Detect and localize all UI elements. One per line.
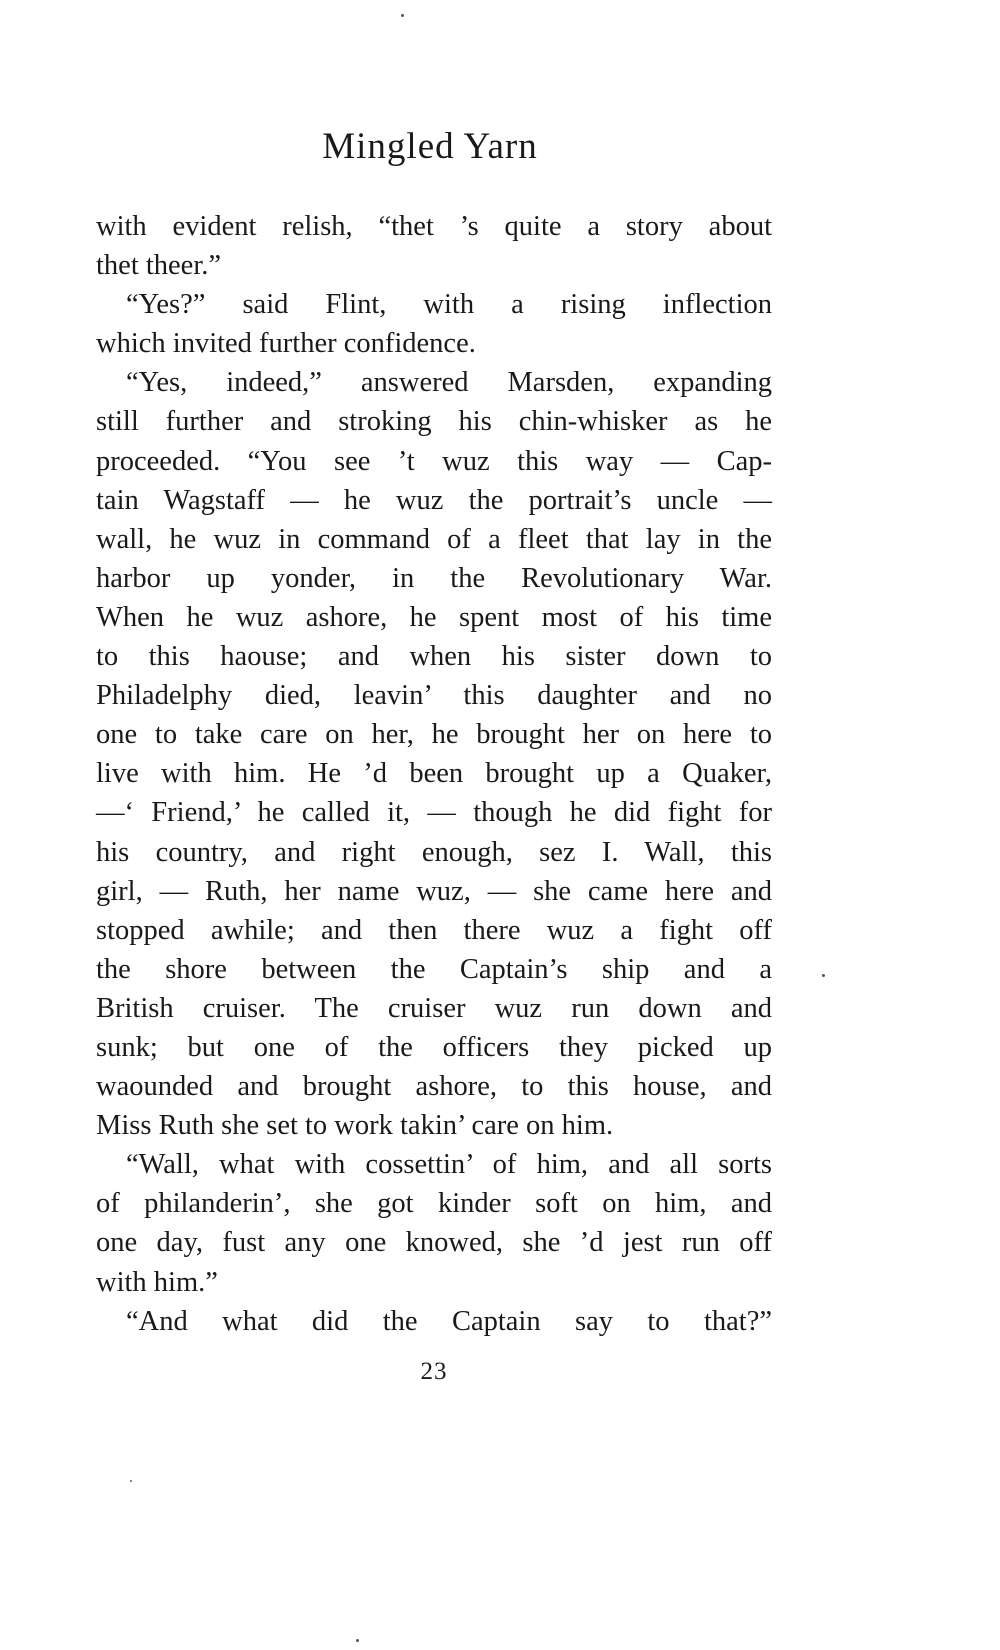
text-line: one to take care on her, he brought her on here to bbox=[96, 719, 772, 751]
page-number: 23 bbox=[420, 1358, 448, 1385]
text-line: —‘ Friend,’ he called it, — though he did fight for bbox=[96, 797, 772, 829]
text-line: live with him. He ’d been brought up a Quaker, bbox=[96, 758, 772, 790]
text-line: waounded and brought ashore, to this house, and bbox=[96, 1071, 772, 1103]
text-line: “And what did the Captain say to that?” bbox=[126, 1305, 772, 1337]
text-line: the shore between the Captain’s ship and a bbox=[96, 953, 772, 985]
text-line: British cruiser. The cruiser wuz run down and bbox=[96, 992, 772, 1024]
text-line: stopped awhile; and then there wuz a fight off bbox=[96, 914, 772, 946]
text-line: Philadelphy died, leavin’ this daughter and no bbox=[96, 680, 772, 712]
text-line: “Wall, what with cossettin’ of him, and all sorts bbox=[126, 1149, 772, 1181]
text-line: “Yes?” said Flint, with a rising inflection bbox=[126, 289, 772, 321]
scan-speck bbox=[130, 1480, 132, 1482]
text-line: one day, fust any one knowed, she ’d jest run off bbox=[96, 1227, 772, 1259]
scan-speck bbox=[822, 974, 825, 977]
text-line: his country, and right enough, sez I. Wall, this bbox=[96, 836, 772, 868]
text-line: with evident relish, “thet ’s quite a story about bbox=[96, 211, 772, 242]
text-line: Miss Ruth she set to work takin’ care on him. bbox=[96, 1110, 614, 1142]
text-line: to this haouse; and when his sister down to bbox=[96, 641, 772, 673]
scan-speck bbox=[356, 1639, 359, 1642]
text-line: of philanderin’, she got kinder soft on him, and bbox=[96, 1188, 772, 1220]
text-line: thet theer.” bbox=[96, 250, 222, 282]
text-line: wall, he wuz in command of a fleet that lay in the bbox=[96, 523, 772, 555]
scan-speck bbox=[401, 14, 404, 17]
text-line: girl, — Ruth, her name wuz, — she came here and bbox=[96, 875, 772, 907]
text-line: sunk; but one of the officers they picked up bbox=[96, 1031, 772, 1063]
body-text bbox=[96, 207, 772, 1341]
text-line: with him.” bbox=[96, 1266, 218, 1298]
text-line: which invited further confidence. bbox=[96, 328, 476, 360]
text-line: harbor up yonder, in the Revolutionary War. bbox=[96, 562, 772, 594]
text-line: tain Wagstaff — he wuz the portrait’s uncle — bbox=[96, 484, 772, 516]
text-line: proceeded. “You see ’t wuz this way — Cap- bbox=[96, 445, 772, 477]
text-line: still further and stroking his chin-whisker as he bbox=[96, 406, 772, 438]
running-head: Mingled Yarn bbox=[322, 126, 538, 167]
text-line: When he wuz ashore, he spent most of his time bbox=[96, 601, 772, 633]
text-line: “Yes, indeed,” answered Marsden, expanding bbox=[126, 367, 772, 399]
